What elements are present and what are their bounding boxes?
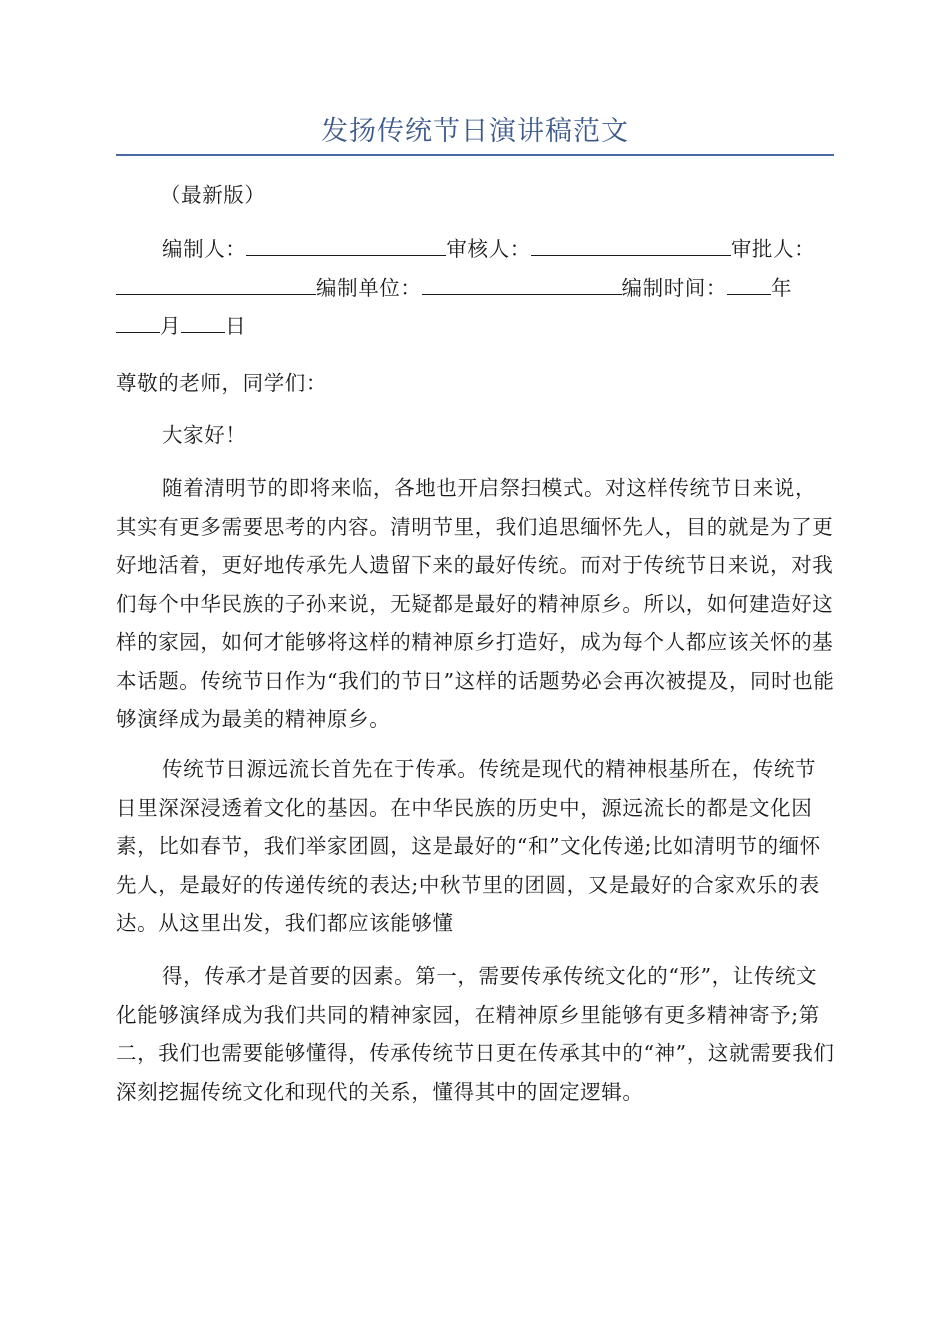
version-label: （最新版）: [160, 183, 266, 207]
unit-blank: [422, 270, 622, 295]
reviewer-label: 审核人：: [446, 237, 531, 261]
title-underline: [116, 154, 834, 156]
year-label: 年: [771, 275, 793, 300]
page-title: 发扬传统节日演讲稿范文: [321, 116, 629, 147]
salutation: 尊敬的老师，同学们：: [116, 371, 327, 395]
editor-blank: [246, 231, 446, 256]
paragraph-1: 随着清明节的即将来临，各地也开启祭扫模式。对这样传统节日来说，其实有更多需要思考的内容。清明节里，我们追思缅怀先人，目的就是为了更好地活着，更好地传承先人遗留下来的最好传统。而对于传统节日来说，对我们每个中华民族的子孙来说，无疑都是最好的精神原乡。所以，如何建造好这样的家园，如何才能够将这样的精神原乡打造好，成为每个人都应该关怀的基本话题。传统节日作为“我们的节日”这样的话题势必会再次被提及，同时也能够演绎成为最美的精神原乡。: [116, 476, 835, 731]
greeting: 大家好！: [162, 423, 247, 447]
unit-label: 编制单位：: [316, 275, 422, 300]
time-label: 编制时间：: [621, 275, 727, 300]
year-blank: [727, 270, 771, 295]
paragraph-2: 传统节日源远流长首先在于传承。传统是现代的精神根基所在，传统节日里深深浸透着文化的基因。在中华民族的历史中，源远流长的都是文化因素，比如春节，我们举家团圆，这是最好的“和”文化传递;比如清明节的缅怀先人，是最好的传递传统的表达;中秋节里的团圆，又是最好的合家欢乐的表达。从这里出发，我们都应该能够懂: [116, 757, 821, 935]
day-blank: [181, 308, 225, 333]
month-blank: [116, 308, 160, 333]
reviewer-blank: [531, 231, 731, 256]
paragraph-3: 得，传承才是首要的因素。第一，需要传承传统文化的“形”，让传统文化能够演绎成为我们共同的精神家园，在精神原乡里能够有更多精神寄予;第二，我们也需要能够懂得，传承传统节日更在传承其中的“神”，这就需要我们深刻挖掘传统文化和现代的关系，懂得其中的固定逻辑。: [116, 964, 835, 1104]
editor-label: 编制人：: [162, 237, 247, 261]
meta-block: [116, 230, 836, 346]
day-label: 日: [225, 314, 247, 338]
approver-label: 审批人：: [730, 237, 816, 261]
month-label: 月: [160, 314, 182, 338]
approver-blank: [116, 270, 316, 295]
